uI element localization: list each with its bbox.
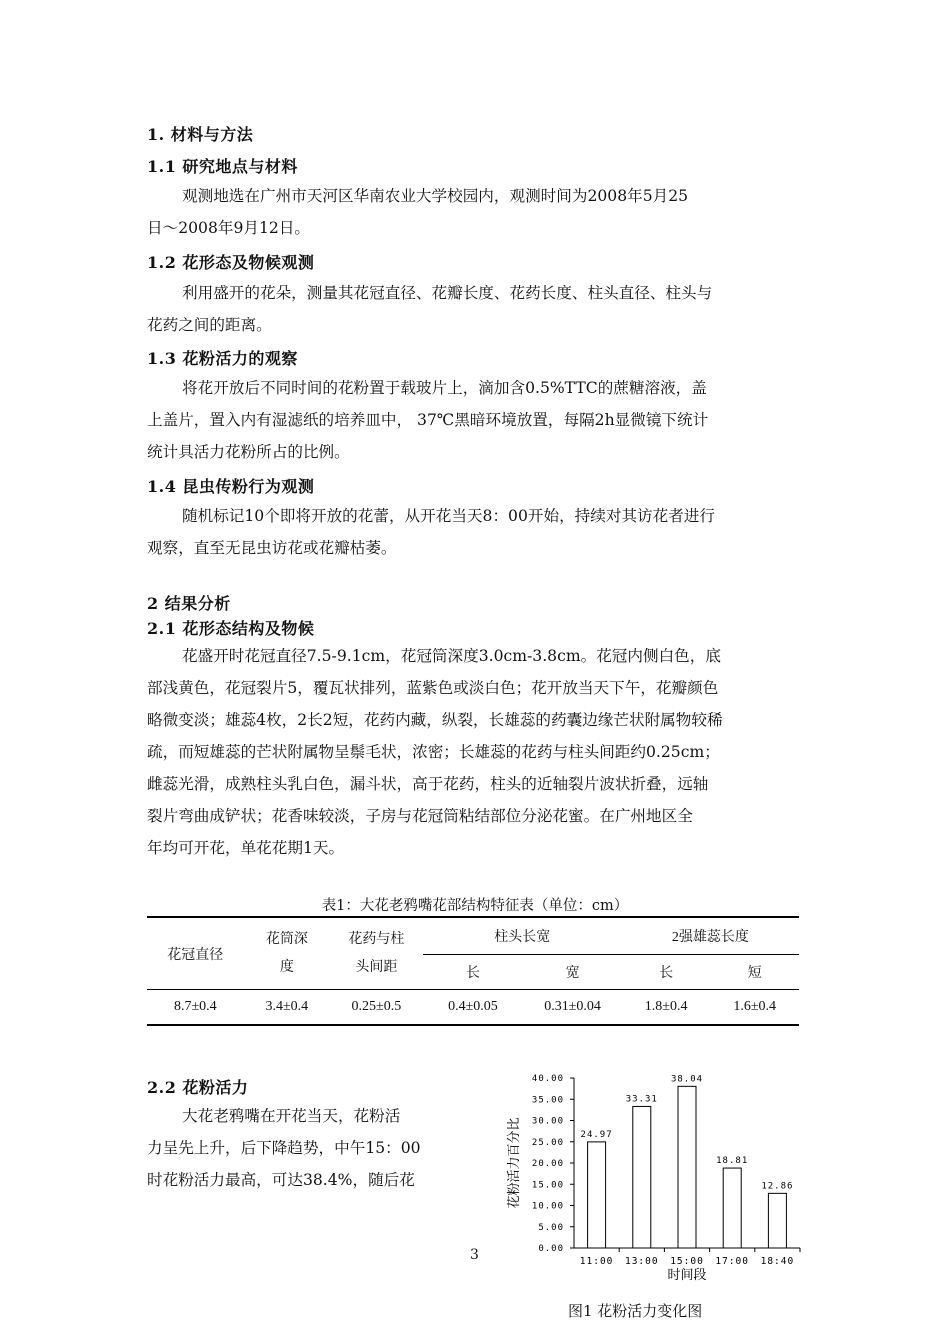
bar xyxy=(768,1193,786,1248)
paragraph-2-2 xyxy=(147,1100,487,1196)
header-corolla-diameter: 花冠直径 xyxy=(147,917,244,990)
text-line: 利用盛开的花朵，测量其花冠直径、花瓣长度、花药长度、柱头直径、柱头与 xyxy=(182,284,713,302)
bar xyxy=(678,1086,696,1248)
text-line: 年均可开花，单花花期1天。 xyxy=(147,839,345,857)
y-tick-label: 35.00 xyxy=(531,1095,564,1106)
page-number: 3 xyxy=(470,1247,479,1263)
y-tick-label: 0.00 xyxy=(538,1244,564,1254)
x-tick-label: 15:00 xyxy=(670,1256,704,1267)
text-line: 花药之间的距离。 xyxy=(147,316,272,334)
data-label: 18.81 xyxy=(716,1156,749,1167)
header-text: 花药与柱 xyxy=(348,931,405,947)
section-heading-2-1: 2.1 花形态结构及物候 xyxy=(147,619,315,638)
header-tube-depth xyxy=(244,917,331,990)
paragraph-2-1 xyxy=(147,640,807,864)
y-tick-label: 30.00 xyxy=(531,1116,564,1127)
table-cell: 0.25±0.5 xyxy=(330,990,423,1026)
header-text: 头间距 xyxy=(355,959,398,975)
text-line: 裂片弯曲成铲状；花香味较淡，子房与花冠筒粘结部位分泌花蜜。在广州地区全 xyxy=(147,807,693,825)
text-line: 略微变淡；雄蕊4枚，2长2短，花药内藏，纵裂，长雄蕊的药囊边缘芒状附属物较稀 xyxy=(147,711,723,729)
table-cell: 0.4±0.05 xyxy=(423,990,524,1026)
header-stamen-short: 短 xyxy=(710,955,799,990)
header-stamen-length: 2强雄蕊长度 xyxy=(622,917,799,955)
header-stigma-length: 长 xyxy=(423,955,524,990)
y-tick-label: 20.00 xyxy=(531,1159,564,1169)
text-line: 统计具活力花粉所占的比例。 xyxy=(147,443,350,461)
x-tick-label: 11:00 xyxy=(579,1256,614,1267)
table-cell: 1.6±0.4 xyxy=(710,990,799,1026)
data-label: 38.04 xyxy=(670,1074,704,1085)
y-tick-label: 5.00 xyxy=(538,1222,564,1233)
header-text: 度 xyxy=(279,959,294,975)
x-tick-label: 17:00 xyxy=(715,1256,750,1267)
header-stamen-long: 长 xyxy=(622,955,711,990)
paragraph-1-1 xyxy=(147,180,807,244)
paragraph-1-3 xyxy=(147,372,807,468)
header-stigma-width: 宽 xyxy=(523,955,622,990)
pollen-viability-chart xyxy=(500,1062,810,1287)
header-anther-stigma-gap xyxy=(330,917,423,990)
paragraph-1-2 xyxy=(147,277,807,341)
text-line: 时花粉活力最高，可达38.4%，随后花 xyxy=(147,1171,415,1189)
x-axis-label: 时间段 xyxy=(667,1268,707,1283)
text-line: 随机标记10个即将开放的花蕾，从开花当天8：00开始，持续对其访花者进行 xyxy=(182,507,716,525)
header-text: 花筒深 xyxy=(265,931,308,947)
table-cell: 8.7±0.4 xyxy=(147,990,244,1026)
text-line: 花盛开时花冠直径7.5-9.1cm，花冠筒深度3.0cm-3.8cm。花冠内侧白色，底 xyxy=(182,647,721,665)
bar xyxy=(633,1106,651,1248)
section-heading-2: 2 结果分析 xyxy=(147,594,231,613)
text-line: 将花开放后不同时间的花粉置于载玻片上，滴加含0.5%TTC的蔗糖溶液，盖 xyxy=(182,379,707,397)
paragraph-1-4 xyxy=(147,500,807,564)
table-caption: 表1：大花老鸦嘴花部结构特征表（单位：cm） xyxy=(321,898,629,914)
text-line: 部浅黄色，花冠裂片5，覆瓦状排列，蓝紫色或淡白色；花开放当天下午，花瓣颜色 xyxy=(147,679,719,697)
table-cell: 3.4±0.4 xyxy=(244,990,331,1026)
bar xyxy=(588,1142,606,1248)
y-tick-label: 10.00 xyxy=(531,1201,564,1212)
flower-structure-table xyxy=(147,916,799,1026)
text-line: 疏，而短雄蕊的芒状附属物呈鬃毛状，浓密；长雄蕊的花药与柱头间距约0.25cm； xyxy=(147,743,720,761)
data-label: 24.97 xyxy=(580,1129,613,1140)
text-line: 观测地选在广州市天河区华南农业大学校园内，观测时间为2008年5月25 xyxy=(182,187,689,205)
header-stigma-size: 柱头长宽 xyxy=(423,917,622,955)
text-line: 上盖片，置入内有湿滤纸的培养皿中， 37℃黑暗环境放置，每隔2h显微镜下统计 xyxy=(147,411,709,429)
table-cell: 0.31±0.04 xyxy=(523,990,622,1026)
y-axis-label: 花粉活力百分比 xyxy=(507,1117,522,1209)
section-heading-1-3: 1.3 花粉活力的观察 xyxy=(147,349,298,368)
table-cell: 1.8±0.4 xyxy=(622,990,711,1026)
section-heading-2-2: 2.2 花粉活力 xyxy=(147,1078,249,1097)
figure-caption: 图1 花粉活力变化图 xyxy=(568,1302,703,1320)
section-heading-1-2: 1.2 花形态及物候观测 xyxy=(147,253,315,272)
text-line: 力呈先上升，后下降趋势，中午15：00 xyxy=(147,1139,421,1157)
x-tick-label: 18:40 xyxy=(760,1256,795,1267)
section-heading-1-1: 1.1 研究地点与材料 xyxy=(147,157,298,176)
text-line: 日～2008年9月12日。 xyxy=(147,219,311,237)
section-heading-1-4: 1.4 昆虫传粉行为观测 xyxy=(147,477,315,496)
data-label: 12.86 xyxy=(761,1181,794,1192)
section-heading-1: 1. 材料与方法 xyxy=(147,125,254,144)
data-label: 33.31 xyxy=(625,1094,658,1105)
y-tick-label: 25.00 xyxy=(531,1137,564,1148)
text-line: 大花老鸦嘴在开花当天，花粉活 xyxy=(182,1107,401,1125)
x-tick-label: 13:00 xyxy=(624,1256,659,1267)
y-tick-label: 40.00 xyxy=(531,1074,564,1084)
bar xyxy=(723,1168,741,1248)
y-tick-label: 15.00 xyxy=(531,1180,564,1191)
text-line: 雌蕊光滑，成熟柱头乳白色，漏斗状，高于花药，柱头的近轴裂片波状折叠，远轴 xyxy=(147,775,709,793)
text-line: 观察，直至无昆虫访花或花瓣枯萎。 xyxy=(147,539,397,557)
